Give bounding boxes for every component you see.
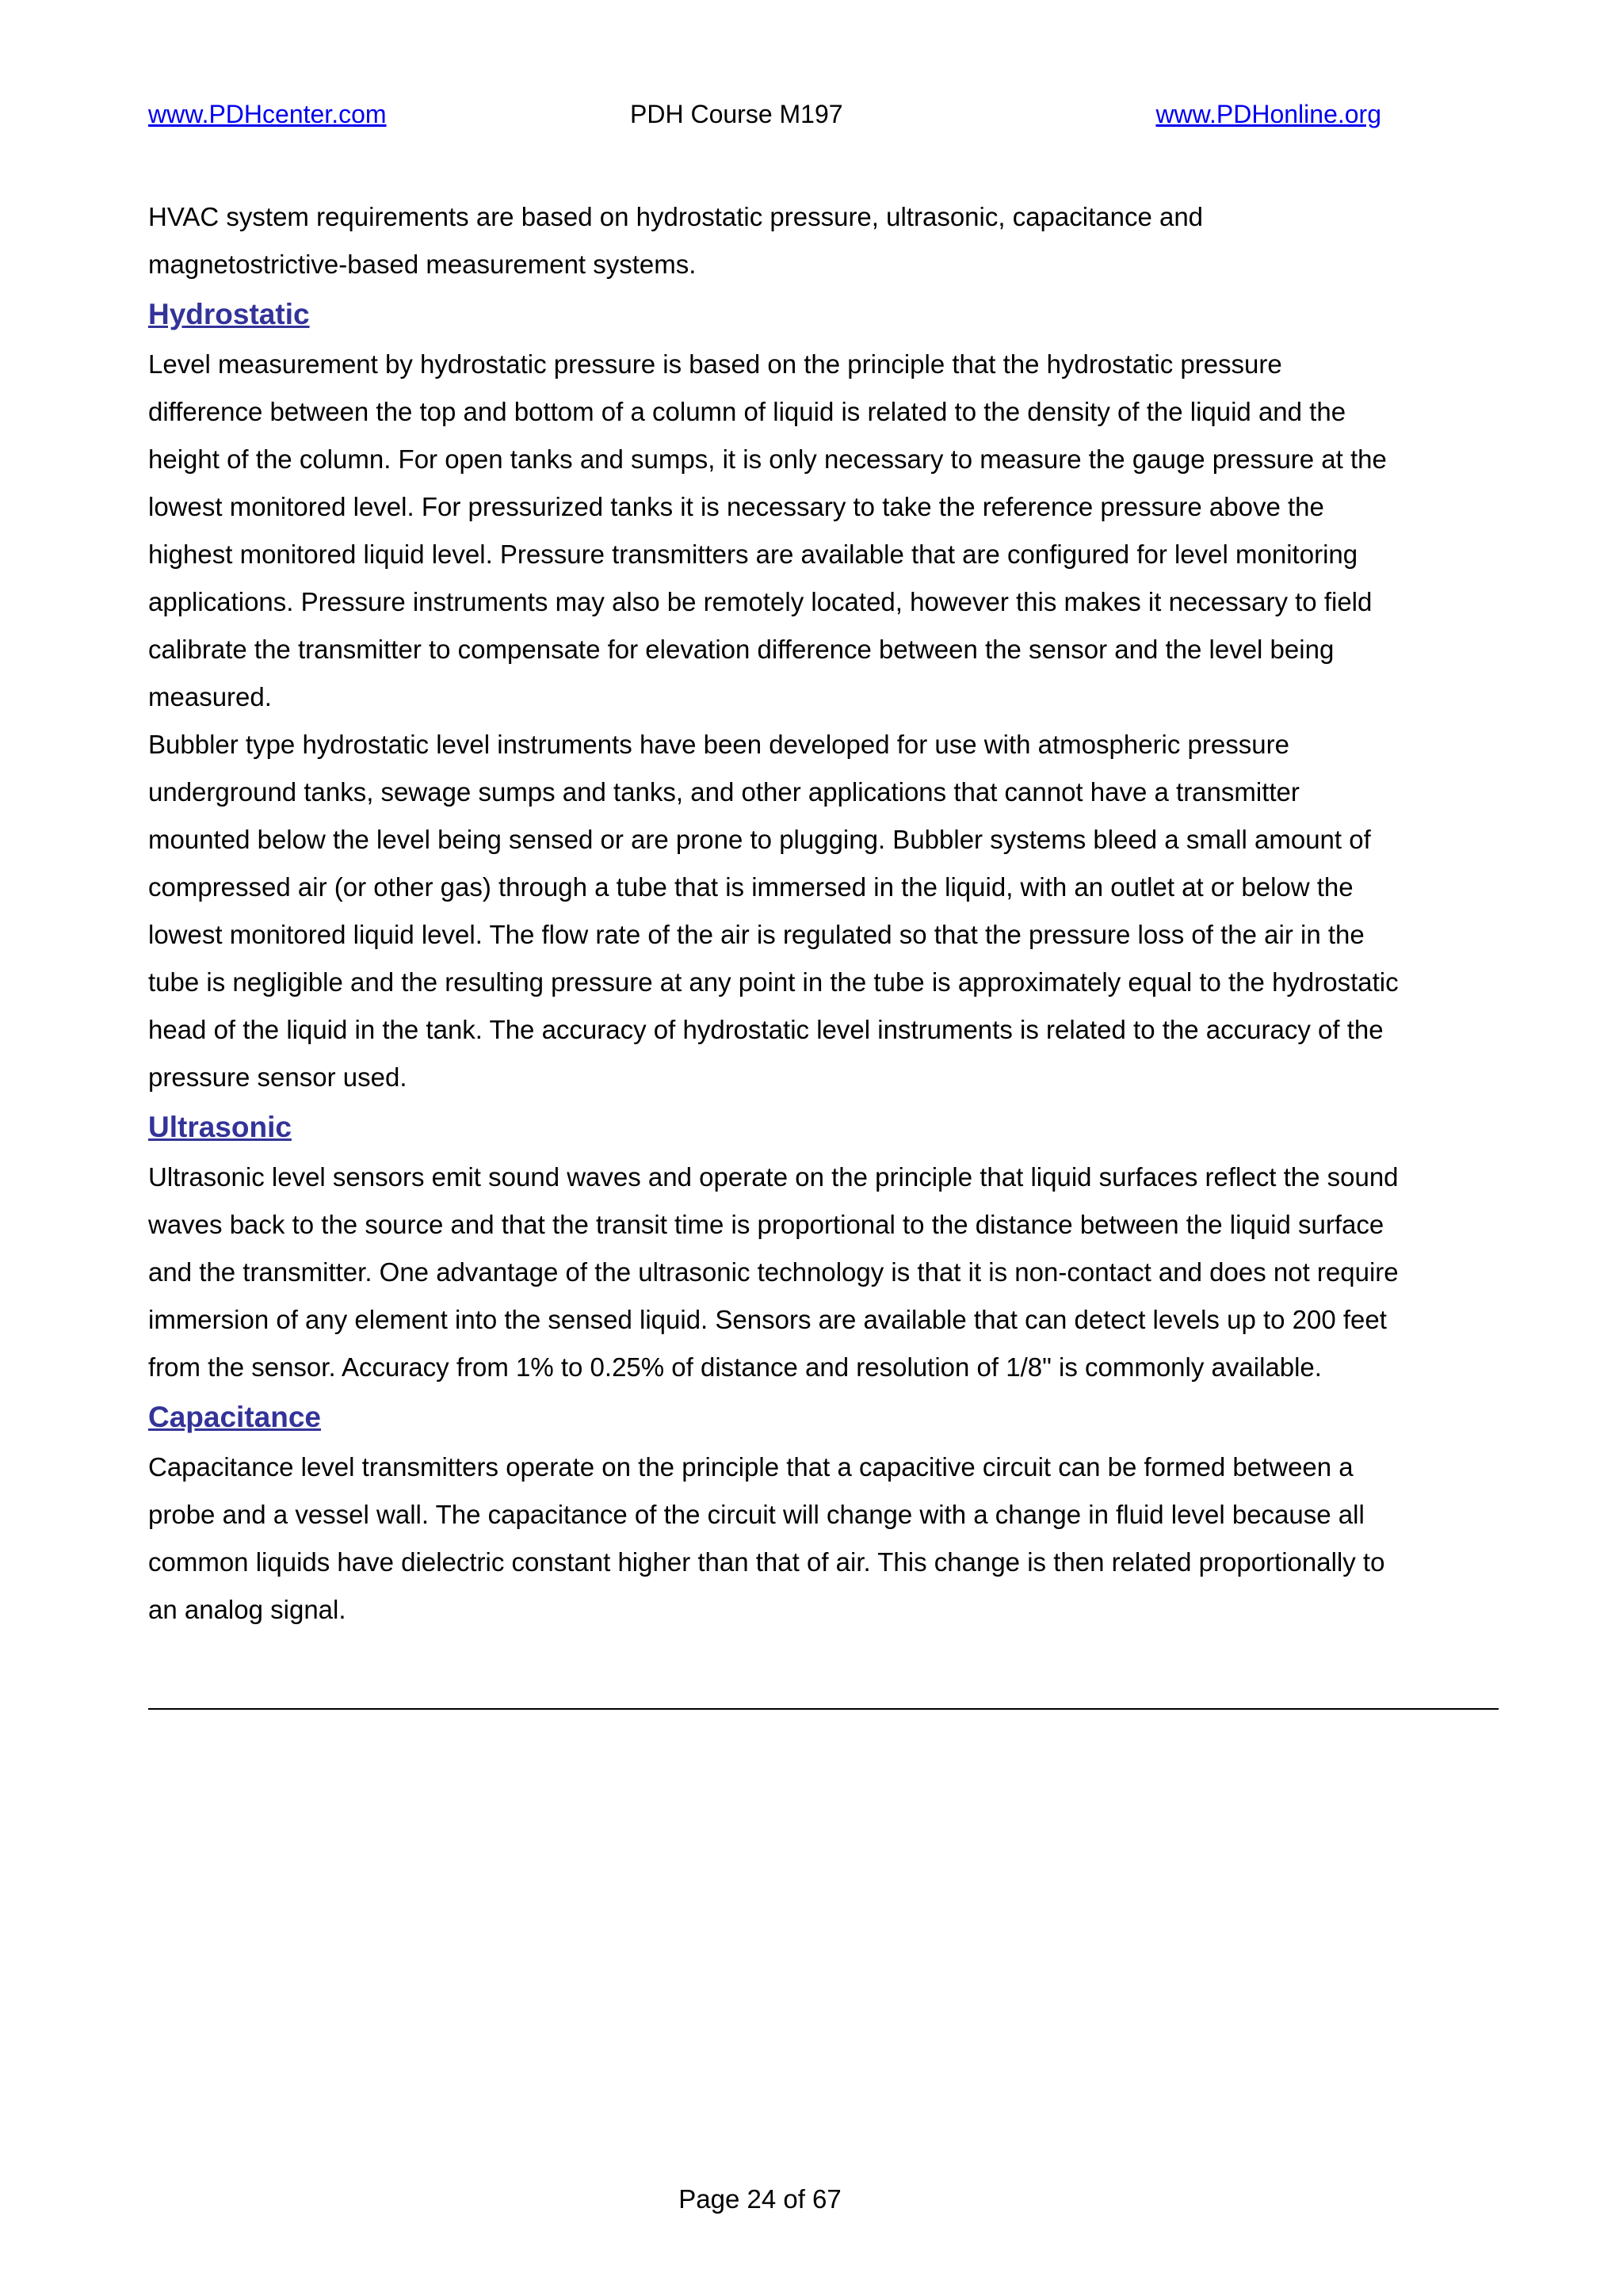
capacitance-paragraph: Capacitance level transmitters operate on the principle that a capacitive circuit can be formed between a probe and a vessel wall. The capacitance of the circuit will change with a change in fluid level because all common liquids have dielectric constant higher than that of air. This change is then related proportionally to an analog signal. — [148, 1452, 1385, 1624]
pdhonline-link[interactable]: www.PDHonline.org — [1155, 100, 1381, 128]
section-divider — [148, 1708, 1499, 1710]
page-body — [148, 193, 1400, 1634]
ultrasonic-paragraph: Ultrasonic level sensors emit sound waves and operate on the principle that liquid surfaces reflect the sound waves back to the source and that the transit time is proportional to the distance between the liquid surface and the transmitter. One advantage of the ultrasonic technology is that it is non-contact and does not require immersion of any element into the sensed liquid. Sensors are available that can detect levels up to 200 feet from the sensor. Accuracy from 1% to 0.25% of distance and resolution of 1/8" is commonly available. — [148, 1162, 1399, 1382]
capacitance-heading: Capacitance — [148, 1401, 321, 1433]
hydrostatic-heading: Hydrostatic — [148, 298, 310, 330]
course-title: PDH Course M197 — [630, 100, 843, 128]
pdhcenter-link[interactable]: www.PDHcenter.com — [148, 100, 387, 128]
intro-paragraph: HVAC system requirements are based on hydrostatic pressure, ultrasonic, capacitance and magnetostrictive-based measurement systems. — [148, 202, 1204, 279]
page-header — [148, 95, 1381, 133]
page-footer — [0, 2180, 1623, 2218]
ultrasonic-heading: Ultrasonic — [148, 1111, 292, 1143]
page-number: Page 24 of 67 — [678, 2184, 842, 2214]
hydrostatic-paragraph-1: Level measurement by hydrostatic pressure is based on the principle that the hydrostatic pressure difference between the top and bottom of a column of liquid is related to the density of the liquid and the height of the column. For open tanks and sumps, it is only necessary to measure the gauge pressure at the lowest monitored level. For pressurized tanks it is necessary to take the reference pressure above the highest monitored liquid level. Pressure transmitters are available that are configured for level monitoring applications. Pressure instruments may also be remotely located, however this makes it necessary to field calibrate the transmitter to compensate for elevation difference between the sensor and the level being measured. — [148, 349, 1387, 711]
hydrostatic-paragraph-2: Bubbler type hydrostatic level instruments have been developed for use with atmospheric pressure underground tanks, sewage sumps and tanks, and other applications that cannot have a transmitter mounted below the level being sensed or are prone to plugging. Bubbler systems bleed a small amount of compressed air (or other gas) through a tube that is immersed in the liquid, with an outlet at or below the lowest monitored liquid level. The flow rate of the air is regulated so that the pressure loss of the air in the tube is negligible and the resulting pressure at any point in the tube is approximately equal to the hydrostatic head of the liquid in the tank. The accuracy of hydrostatic level instruments is related to the accuracy of the pressure sensor used. — [148, 730, 1399, 1092]
